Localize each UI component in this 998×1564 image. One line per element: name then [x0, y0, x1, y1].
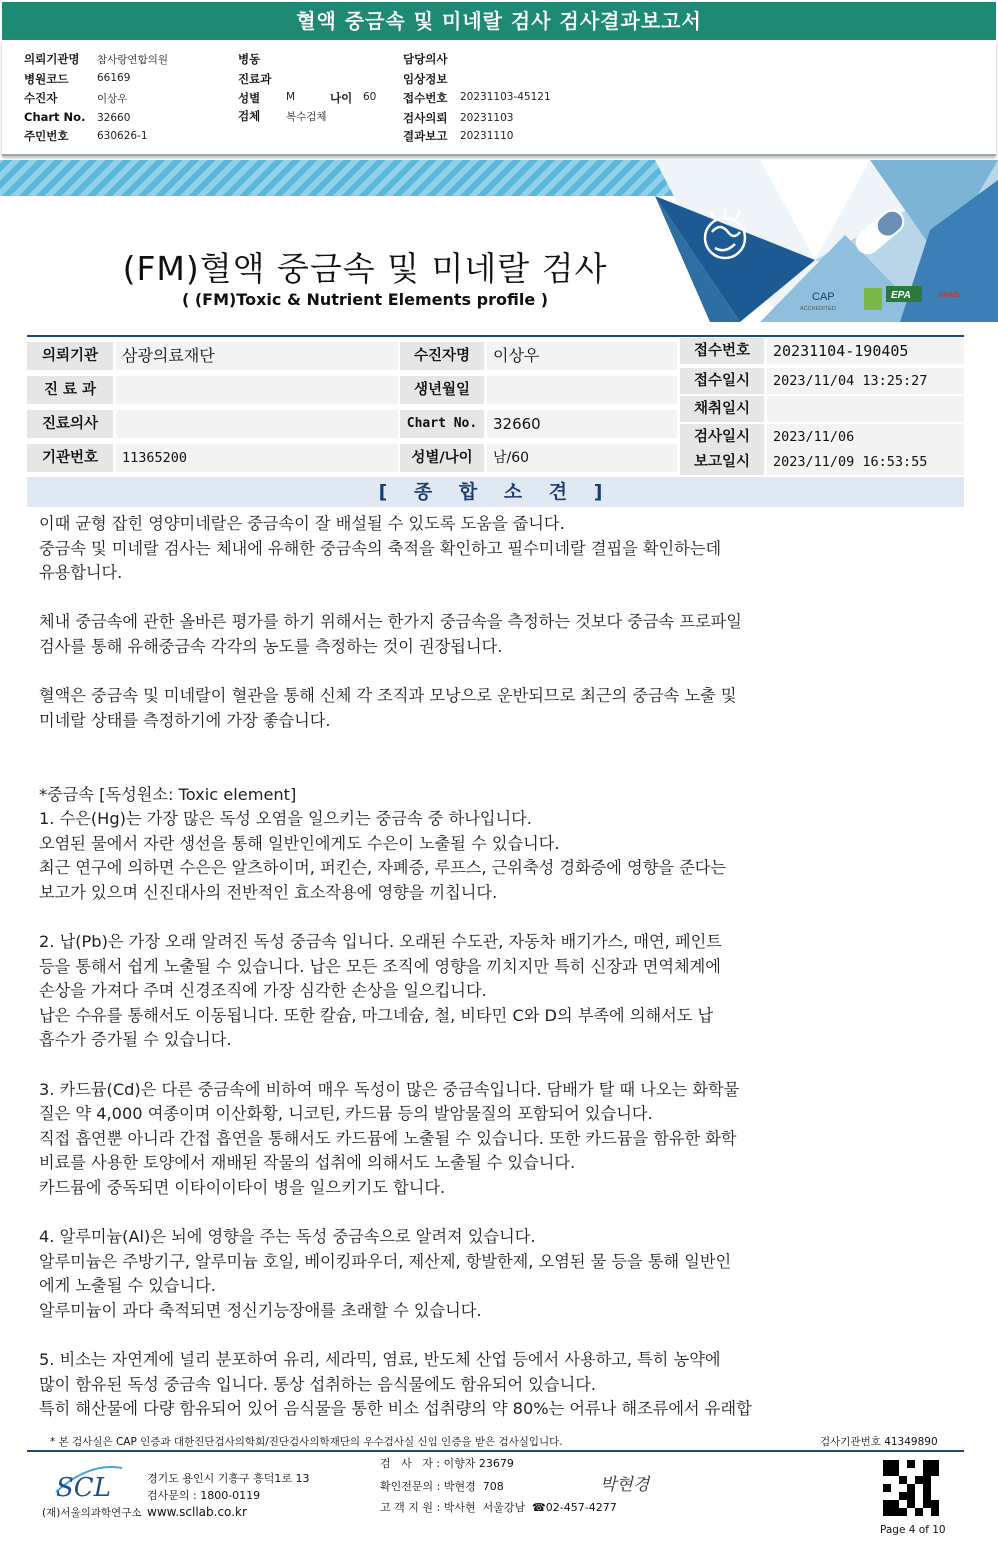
info-label: 검사일시 [680, 424, 764, 450]
info-value: 11365200 [116, 444, 398, 472]
report-subtitle: ( (FM)Toxic & Nutrient Elements profile ) [181, 290, 549, 309]
report-banner-title: 혈액 중금속 및 미네랄 검사 검사결과보고서 [2, 2, 996, 40]
summary-line: 보고가 있으며 신진대사의 전반적인 효소작용에 영향을 끼칩니다. [39, 882, 498, 902]
header-value: 20231110 [460, 130, 514, 142]
request-header [2, 40, 996, 156]
confirmer: 확인전문의 : 박현경 708 [380, 1480, 504, 1493]
header-label: 검체 [238, 109, 261, 123]
summary-line [39, 660, 939, 685]
summary-line: 2. 납(Pb)은 가장 오래 알려진 독성 중금속 입니다. 오래된 수도관, 자동차 배기가스, 매연, 페인트 [39, 932, 722, 952]
info-value [487, 376, 677, 404]
summary-line: 미네랄 상태를 측정하기에 가장 좋습니다. [39, 710, 331, 730]
info-label: 채취일시 [680, 396, 764, 422]
header-value: 32660 [97, 112, 131, 124]
summary-line: 특히 해산물에 다량 함유되어 있어 음식물을 통한 비소 섭취량의 약 80%는 어류나 해조류에서 유래합 [39, 1399, 752, 1419]
info-value: 20231104-190405 [767, 338, 964, 364]
summary-body [39, 512, 939, 1422]
info-label: 생년월일 [400, 376, 484, 404]
header-value: M [286, 91, 296, 103]
header-label: 병동 [238, 52, 261, 66]
info-value: 삼광의료재단 [116, 342, 398, 370]
info-value [116, 376, 398, 404]
header-value: 20231103-45121 [460, 91, 551, 103]
patient-info-table [27, 335, 964, 474]
summary-line: 유용합니다. [39, 563, 123, 583]
report-title: (FM)혈액 중금속 및 미네랄 검사 [122, 249, 608, 288]
summary-line: 많이 함유된 독성 중금속 입니다. 통상 섭취하는 음식물에도 함유되어 있습니다. [39, 1374, 596, 1394]
info-label: 수진자명 [400, 342, 484, 370]
summary-line: 이때 균형 잡힌 영양미네랄은 중금속이 잘 배설될 수 있도록 도움을 줍니다. [39, 514, 565, 533]
info-label: 접수번호 [680, 338, 764, 364]
summary-line: 에게 노출될 수 있습니다. [39, 1276, 216, 1296]
info-value: 이상우 [487, 342, 677, 370]
summary-line: 비료를 사용한 토양에서 재배된 작물의 섭취에 의해서도 노출될 수 있습니다. [39, 1153, 576, 1173]
info-label: 보고일시 [680, 449, 764, 475]
summary-line: 체내 중금속에 관한 올바른 평가를 하기 위해서는 한가지 중금속을 측정하는 것보다 중금속 프로파일 [39, 612, 742, 632]
summary-line: 중금속 및 미네랄 검사는 체내에 유해한 중금속의 축적을 확인하고 필수미네랄 결핍을 확인하는데 [39, 538, 722, 558]
summary-line [39, 906, 939, 931]
summary-line [39, 1201, 939, 1226]
header-label: 의뢰기관명 [24, 52, 80, 66]
header-label: 담당의사 [403, 52, 448, 66]
info-value: 32660 [487, 410, 677, 438]
institution-number: 검사기관번호 41349890 [820, 1436, 938, 1448]
summary-line: 납은 수유를 통해서도 이동됩니다. 또한 칼슘, 마그네슘, 철, 비타민 C와 D의 부족에 의해서도 납 [39, 1005, 714, 1025]
signature: 박현경 [600, 1475, 650, 1495]
info-value: 2023/11/06 [767, 424, 964, 450]
customer-support: 고 객 지 원 : 박사현 서울강남 ☎02-457-4277 [380, 1501, 617, 1514]
organization-name: (재)서울의과학연구소 [42, 1507, 142, 1519]
summary-line: 등을 통해서 쉽게 노출될 수 있습니다. 납은 모든 조직에 영향을 끼치지만 특히 신장과 면역체계에 [39, 956, 721, 976]
summary-line: 검사를 통해 유해중금속 각각의 농도를 측정하는 것이 권장됩니다. [39, 636, 503, 656]
info-label: 성별/나이 [400, 444, 484, 472]
header-label: 수진자 [24, 91, 58, 105]
info-value [116, 410, 398, 438]
inquiry-phone: 검사문의 : 1800-0119 [147, 1489, 261, 1502]
summary-line: 최근 연구에 의하면 수은은 알츠하이머, 퍼킨슨, 자폐증, 루프스, 근위축성 경화증에 영향을 준다는 [39, 858, 727, 878]
header-label: 임상정보 [403, 72, 448, 86]
header-value: 참사랑연합의원 [97, 54, 169, 66]
header-value: 복수검체 [286, 111, 327, 123]
cap-accredited-text: ACCREDITED [800, 306, 836, 312]
website-link[interactable]: www.scllab.co.kr [147, 1505, 247, 1519]
summary-line: 1. 수은(Hg)는 가장 많은 독성 오염을 일으키는 중금속 중 하나입니다. [39, 809, 532, 829]
summary-line: 손상을 가져다 주며 신경조직에 가장 심각한 손상을 일으킵니다. [39, 981, 487, 1001]
cap-logo: CAP [812, 291, 835, 303]
info-label: 의뢰기관 [27, 342, 113, 370]
tester: 검 사 자 : 이향자 23679 [380, 1457, 514, 1470]
summary-line: 카드뮴에 중독되면 이타이이타이 병을 일으키기도 합니다. [39, 1178, 446, 1198]
summary-line [39, 758, 939, 783]
summary-heading: [ 종 합 소 견 ] [27, 477, 964, 507]
header-value: 66169 [97, 72, 131, 84]
info-value: 남/60 [487, 444, 677, 472]
info-value: 2023/11/04 13:25:27 [767, 368, 964, 394]
address: 경기도 용인시 기흥구 흥덕1로 13 [147, 1472, 310, 1485]
summary-line: 혈액은 중금속 및 미네랄이 혈관을 통해 신체 각 조직과 모낭으로 운반되므로 최근의 중금속 노출 및 [39, 686, 737, 706]
header-label: 접수번호 [403, 91, 448, 105]
header-value: 630626-1 [97, 130, 148, 142]
header-value: 60 [363, 91, 377, 103]
info-label: Chart No. [400, 410, 484, 438]
summary-line: 3. 카드뮴(Cd)은 다른 중금속에 비하여 매우 독성이 많은 중금속입니다. 담배가 탈 때 나오는 화학물 [39, 1079, 740, 1099]
amab-logo: AMAB [938, 292, 959, 299]
header-label: 병원코드 [24, 72, 69, 86]
decorative-stripe-band [0, 160, 740, 196]
summary-line [39, 1324, 939, 1349]
header-label: 성별 [238, 91, 261, 105]
summary-line: 4. 알루미늄(Al)은 뇌에 영향을 주는 독성 중금속으로 알려져 있습니다. [39, 1227, 536, 1247]
info-label: 기관번호 [27, 444, 113, 472]
summary-line [39, 586, 939, 611]
summary-line: 흡수가 증가될 수 있습니다. [39, 1030, 232, 1050]
summary-line: 알루미늄은 주방기구, 알루미늄 호일, 베이킹파우더, 제산제, 항발한제, 오염된 물 등을 통해 일반인 [39, 1251, 732, 1271]
epa-logo: EPA [891, 290, 911, 301]
header-label: 진료과 [238, 72, 272, 86]
page-number: Page 4 of 10 [880, 1524, 946, 1536]
header-label: 나이 [330, 91, 353, 105]
info-label: 접수일시 [680, 368, 764, 394]
header-label: Chart No. [24, 110, 86, 124]
summary-line: *중금속 [독성원소: Toxic element] [39, 784, 297, 804]
header-value: 20231103 [460, 112, 514, 124]
qr-code [883, 1460, 939, 1516]
summary-line: 5. 비소는 자연계에 널리 분포하여 유리, 세라믹, 염료, 반도체 산업 등에서 사용하고, 특히 농약에 [39, 1350, 721, 1370]
header-label: 주민번호 [24, 129, 69, 143]
scl-logo [54, 1462, 124, 1500]
info-label: 진료의사 [27, 410, 113, 438]
summary-line [39, 733, 939, 758]
header-label: 검사의뢰 [403, 111, 448, 125]
info-label: 진 료 과 [27, 376, 113, 404]
summary-line [39, 1053, 939, 1078]
summary-line: 알루미늄이 과다 축적되면 정신기능장애를 초래할 수 있습니다. [39, 1301, 482, 1320]
summary-line: 직접 흡연뿐 아니라 간접 흡연을 통해서도 카드뮴에 노출될 수 있습니다. 또한 카드뮴을 함유한 화학 [39, 1128, 737, 1148]
summary-line: 질은 약 4,000 여종이며 이산화황, 니코틴, 카드뮴 등의 발암물질의 포함되어 있습니다. [39, 1104, 653, 1124]
info-value [767, 396, 964, 422]
summary-line: 오염된 물에서 자란 생선을 통해 일반인에게도 수은이 노출될 수 있습니다. [39, 833, 560, 853]
header-value: 이상우 [97, 93, 128, 105]
info-value: 2023/11/09 16:53:55 [767, 449, 964, 475]
svg-text:SCL: SCL [56, 1473, 111, 1500]
header-label: 결과보고 [403, 129, 448, 143]
accreditation-note: * 본 검사실은 CAP 인증과 대한진단검사의학회/진단검사의학재단의 우수검사실 신임 인증을 받은 검사실입니다. [50, 1436, 563, 1448]
